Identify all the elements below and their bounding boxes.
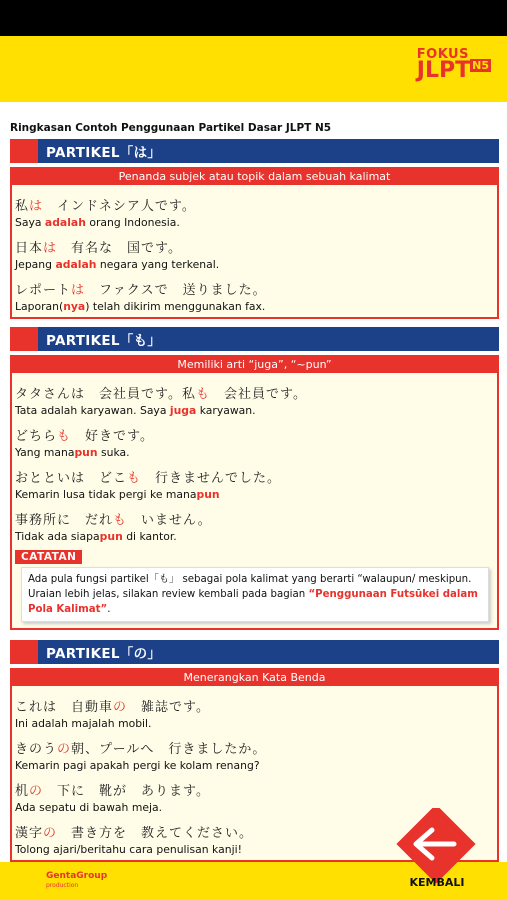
logo-level: N5 (472, 59, 489, 72)
jlpt-logo (417, 48, 491, 82)
intro-title: Ringkasan Contoh Penggunaan Partikel Dasar JLPT N5 (10, 122, 332, 134)
translation: Kemarin lusa tidak pergi ke manapun (15, 488, 220, 501)
section-box-mo (10, 355, 499, 630)
japanese-example: どちらも 好きです。 (15, 429, 154, 444)
japanese-example: 事務所に だれも いません。 (15, 513, 212, 528)
header-scallop-edge (0, 90, 507, 104)
section-header-no (10, 640, 499, 664)
logo-line1: FOKUS (416, 47, 469, 62)
section-title: PARTIKEL「の」 (46, 646, 162, 662)
translation: Tata adalah karyawan. Saya juga karyawan. (15, 404, 256, 417)
japanese-example: 机の 下に 靴が あります。 (15, 784, 210, 799)
logo-line2: JLPT (416, 58, 471, 83)
translation: Kemarin pagi apakah pergi ke kolam renang? (15, 759, 260, 772)
japanese-example: 日本は 有名な 国です。 (15, 241, 182, 256)
section-caption: Menerangkan Kata Benda (12, 670, 497, 686)
content (0, 118, 507, 862)
japanese-example: タタさんは 会社員です。私も 会社員です。 (15, 387, 307, 402)
japanese-example: レポートは ファクスで 送りました。 (15, 283, 267, 298)
translation: Ada sepatu di bawah meja. (15, 801, 163, 814)
back-button-label[interactable]: KEMBALI (409, 876, 465, 889)
section-caption: Memiliki arti “juga”, “~pun” (12, 357, 497, 373)
translation: Jepang adalah negara yang terkenal. (15, 258, 220, 271)
japanese-example: 漢字の 書き方を 教えてください。 (15, 826, 254, 841)
section-header-wa (10, 139, 499, 163)
section-tab (10, 139, 38, 163)
brand-logo: GentaGroup production (46, 871, 108, 889)
section-box-wa (10, 167, 499, 319)
section-title: PARTIKEL「も」 (46, 333, 162, 349)
translation: Tolong ajari/beritahu cara penulisan kanji! (15, 843, 242, 856)
section-tab (10, 640, 38, 664)
japanese-example: これは 自動車の 雑誌です。 (15, 700, 210, 715)
japanese-example: きのうの朝、プールへ 行きましたか。 (15, 742, 267, 757)
note-label: CATATAN (15, 550, 82, 564)
status-bar (0, 0, 507, 36)
section-caption: Penanda subjek atau topik dalam sebuah kalimat (12, 169, 497, 185)
translation: Ini adalah majalah mobil. (15, 717, 152, 730)
translation: Laporan(nya) telah dikirim menggunakan fax. (15, 300, 266, 313)
translation: Yang manapun suka. (15, 446, 130, 459)
translation: Tidak ada siapapun di kantor. (15, 530, 177, 543)
section-header-mo (10, 327, 499, 351)
note-box: Ada pula fungsi partikel「も」 sebagai pola kalimat yang berarti “walaupun/ meskipun. Uraian lebih jelas, silakan review kembali pada bagian “Penggunaan Futsūkei dalam Pola Kalimat”. (21, 567, 489, 622)
japanese-example: おとといは どこも 行きませんでした。 (15, 471, 282, 486)
section-title: PARTIKEL「は」 (46, 145, 162, 161)
japanese-example: 私は インドネシア人です。 (15, 199, 196, 214)
translation: Saya adalah orang Indonesia. (15, 216, 180, 229)
section-tab (10, 327, 38, 351)
